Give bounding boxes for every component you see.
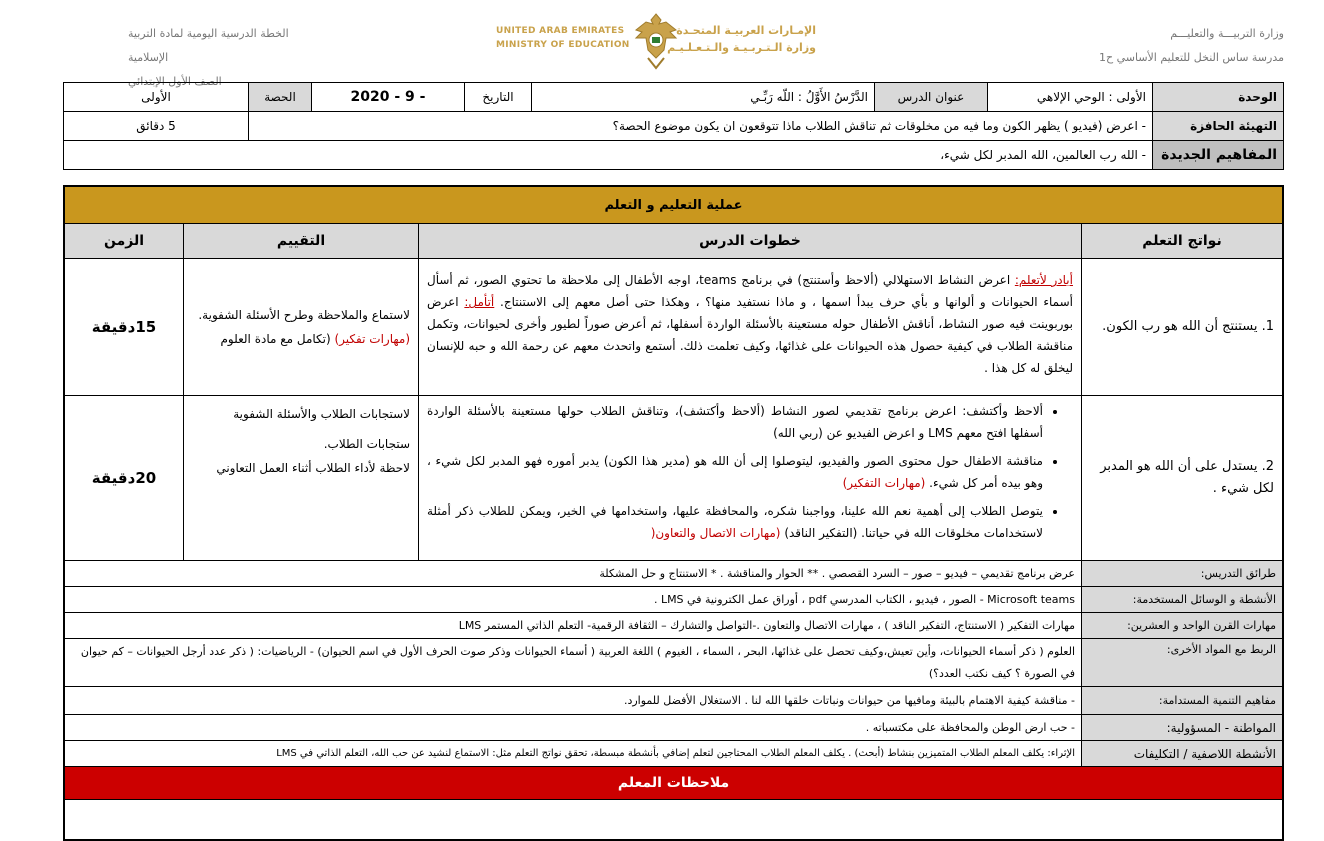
concepts-label: المفاهيم الجديدة <box>1153 141 1284 170</box>
col-outcomes: نواتج التعلم <box>1082 224 1284 259</box>
date-label: التاريخ <box>465 83 532 112</box>
list-item: • يتوصل الطلاب إلى أهمية نعم الله علينا، وواجبنا شكره، والمحافظة عليها، واستخدامها في الخير، ويمكن للطلاب ذكر أمثلة لاستخدامات مخلوقات الله في حياتنا. (التفكير الناقد) (مهارات الاتصال والتعاون( <box>427 500 1043 544</box>
list-item: • ألاحظ وأكتشف: اعرض برنامج تقديمي لصور النشاط (ألاحظ وأكتشف)، وتناقش الطلاب حولها مستعينة بالأسئلة الواردة أسفلها افتح معهم LMS و اعرض الفيديو عن (ربي الله) <box>427 400 1043 444</box>
ministry-logo <box>496 18 816 72</box>
lesson-title-value: الدَّرْسُ الأَوَّلُ : اللّه رَبِّـي <box>532 83 875 112</box>
teacher-notes-area[interactable] <box>64 800 1283 840</box>
grade-label: الصف الأول الإبتدائي <box>128 75 222 88</box>
teaching-process-table <box>63 185 1284 841</box>
links-value: العلوم ( ذكر أسماء الحيوانات، وأين تعيش،وكيف تحصل على غذائها، البحر ، السماء ، الغيوم ) اللغة العربية ( أسماء الحيوانات وذكر صوت الحرف الأول في اسم الحيوان) - الرياضيات: ( ذكر عدد أرجل الحيوانات – كم حيوان في الصورة ؟ كيف نكتب العدد؟) <box>64 639 1082 687</box>
process-row-2 <box>64 396 1283 561</box>
period-label: الحصة <box>249 83 312 112</box>
process-row-1 <box>64 259 1283 396</box>
unit-value: الأولى : الوحي الإلاهي <box>988 83 1153 112</box>
unit-label: الوحدة <box>1153 83 1284 112</box>
sustain-value: - مناقشة كيفية الاهتمام بالبيئة ومافيها من حيوانات ونباتات خلقها الله لنا . الاستغلال الأفضل للموارد. <box>64 687 1082 715</box>
skills-label: مهارات القرن الواحد و العشرين: <box>1082 613 1284 639</box>
eval-2: لاستجابات الطلاب والأسئلة الشفوية ستجابات الطلاب. لاحظة لأداء الطلاب أثناء العمل التعاوني <box>184 396 419 561</box>
col-eval: التقييم <box>184 224 419 259</box>
methods-value: عرض برنامج تقديمي – فيديو – صور – السرد القصصي . ** الحوار والمناقشة . * الاستنتاج و حل المشكلة <box>64 561 1082 587</box>
header-right <box>1024 22 1284 70</box>
time-1: 15دقيقة <box>64 259 184 396</box>
sustain-label: مفاهيم التنمية المستدامة: <box>1082 687 1284 715</box>
date-value: 2020 - 9 - <box>312 83 465 112</box>
logo-english: UNITED ARAB EMIRATES MINISTRY OF EDUCATION <box>496 26 630 50</box>
extra-value: الإثراء: يكلف المعلم الطلاب المتميزين بنشاط (أبحث) . يكلف المعلم الطلاب المحتاجين لتعلم إضافي بأنشطة مبسطة، تحقق نواتج التعلم مثل: الاستماع لنشيد عن حب الله، التعلم الذاتي في LMS <box>64 741 1082 767</box>
eval-1: لاستماع والملاحظة وطرح الأسئلة الشفوية. (مهارات تفكير) (تكامل مع مادة العلوم <box>184 259 419 396</box>
tools-label: الأنشطة و الوسائل المستخدمة: <box>1082 587 1284 613</box>
col-steps: خطوات الدرس <box>419 224 1082 259</box>
links-label: الربط مع المواد الأخرى: <box>1082 639 1284 687</box>
col-time: الزمن <box>64 224 184 259</box>
steps-1: أبادر لأتعلم: اعرض النشاط الاستهلالي (ألاحظ وأستنتج) في برنامج teams، اوجه الأطفال إلى ملاحظة ما تحتوي الصور، ثم أسأل أسماء الحيوانات و ألوانها و بأي حرف يبدأ اسمها ، و ماذا نستفيد منها؟ ، وهكذا حتى أصل معهم إلى الاستنتاج. أتأمل: اعرض بوربوينت فيه صور النشاط، أناقش الأطفال حوله مستعينة بالأسئلة الواردة أسفلها، ثم أعرض صوراً لطيور وأخرى لحيوانات، وتكمل مناقشة الطلاب في كيفية حصول هذه الحيوانات على غذائها، وكيف تعلمت ذلك. أستمع واتحدث معهم عن رحمة الله و حبه للإنسان ليخلق له كل هذا . <box>419 259 1082 396</box>
logo-arabic: الإمـارات العربيـة المتحـدة وزارة الـتـربـيـة والـتـعـلـيـم <box>667 24 816 54</box>
ministry-name: وزارة التربيـــة والتعليـــم <box>1170 27 1284 40</box>
warmup-label: التهيئة الحافزة <box>1153 112 1284 141</box>
skills-value: مهارات التفكير ( الاستنتاج، التفكير الناقد ) ، مهارات الاتصال والتعاون .-التواصل والتشارك – الثقافة الرقمية- التعلم الذاتي المستمر LMS <box>64 613 1082 639</box>
page-header <box>0 0 1324 88</box>
warmup-time: 5 دقائق <box>64 112 249 141</box>
outcome-1: 1. يستنتج أن الله هو رب الكون. <box>1082 259 1284 396</box>
steps-2-list <box>427 400 1073 544</box>
plan-title: الخطة الدرسية اليومية لمادة التربية الإسلامية <box>128 27 289 64</box>
citizen-label: المواطنة - المسؤولية: <box>1082 715 1284 741</box>
extra-label: الأنشطة اللاصفية / التكليفات <box>1082 741 1284 767</box>
steps-2 <box>419 396 1082 561</box>
tools-value: Microsoft teams - الصور ، فيديو ، الكتاب المدرسي pdf ، أوراق عمل الكترونية في LMS . <box>64 587 1082 613</box>
school-name: مدرسة ساس النخل للتعليم الأساسي ح1 <box>1098 51 1284 64</box>
concepts-value: - الله رب العالمين، الله المدبر لكل شيء، <box>64 141 1153 170</box>
methods-label: طرائق التدريس: <box>1082 561 1284 587</box>
warmup-value: - اعرض (فيديو ) يظهر الكون وما فيه من مخلوقات ثم تناقش الطلاب ماذا تتوقعون ان يكون موضوع الحصة؟ <box>249 112 1153 141</box>
time-2: 20دقيقة <box>64 396 184 561</box>
teacher-notes-title: ملاحظات المعلم <box>64 767 1283 800</box>
list-item: • مناقشة الاطفال حول محتوى الصور والفيديو، ليتوصلوا إلى أن الله هو (مدير هذا الكون) يدبر أموره فهو المدبر لكل شيء ، وهو بيده أمر كل شيء. (مهارات التفكير) <box>427 450 1043 494</box>
process-title: عملية التعليم و التعلم <box>64 186 1283 224</box>
period-value: الأولى <box>64 83 249 112</box>
lesson-title-label: عنوان الدرس <box>875 83 988 112</box>
outcome-2: 2. يستدل على أن الله هو المدبر لكل شيء . <box>1082 396 1284 561</box>
citizen-value: - حب ارض الوطن والمحافظة على مكتسباته . <box>64 715 1082 741</box>
lesson-info-table <box>63 82 1284 170</box>
